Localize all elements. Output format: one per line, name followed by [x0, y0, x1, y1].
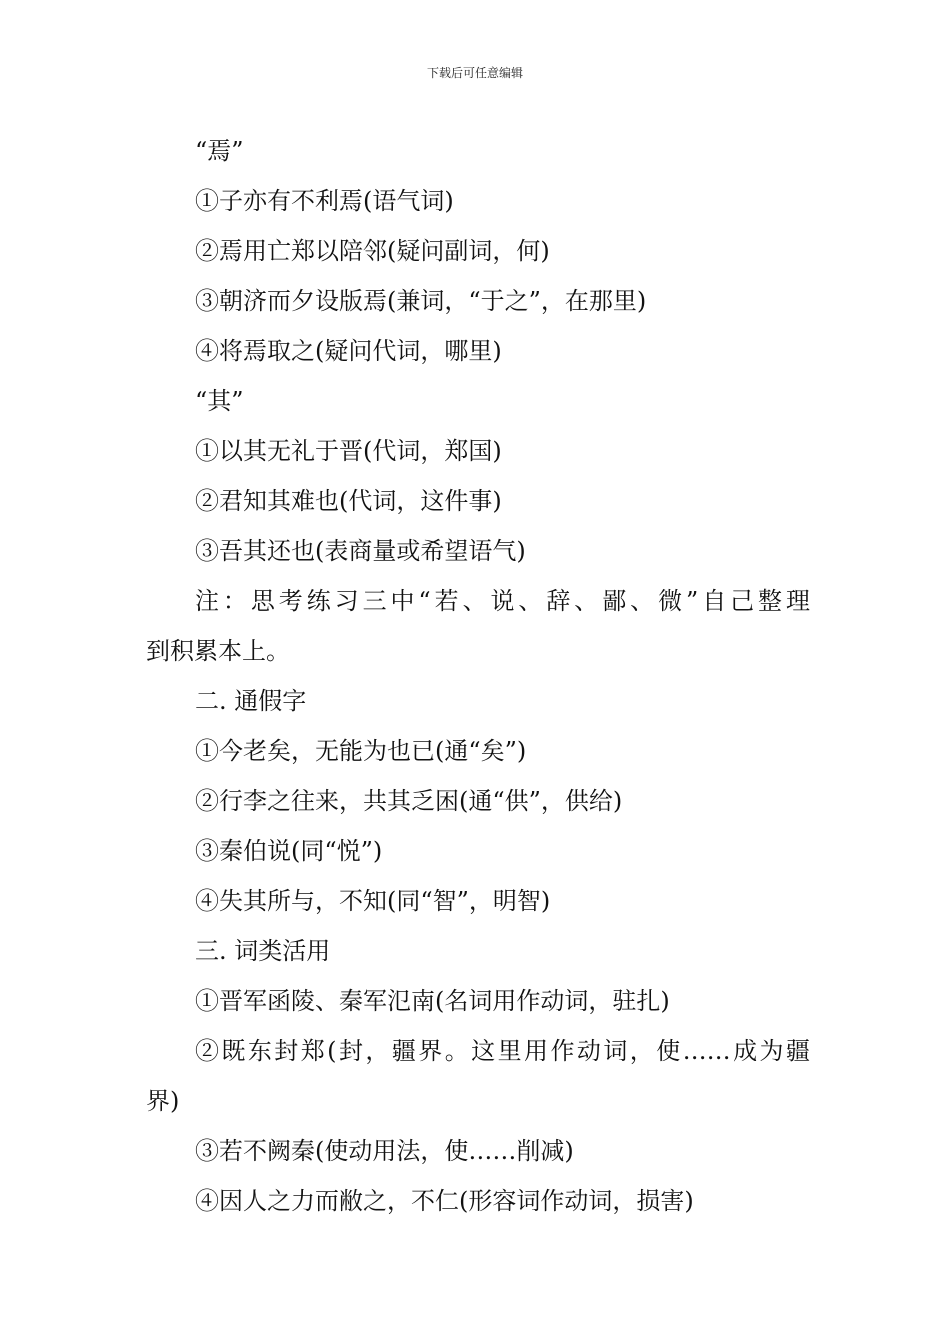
text-line: ①晋军函陵、秦军氾南(名词用作动词，驻扎): [195, 987, 670, 1015]
text-line: ③朝济而夕设版焉(兼词，“于之”，在那里): [195, 287, 647, 315]
text-line: ②焉用亡郑以陪邻(疑问副词，何): [195, 237, 550, 265]
section-heading: 二. 通假字: [195, 687, 307, 715]
page-header: 下载后可任意编辑: [426, 66, 523, 80]
text-line: ③若不阙秦(使动用法，使……削减): [195, 1137, 574, 1165]
text-line: “焉”: [195, 137, 244, 165]
text-line: ②行李之往来，共其乏困(通“供”，供给): [195, 787, 623, 815]
text-line: ②君知其难也(代词，这件事): [195, 487, 502, 515]
text-line: ④将焉取之(疑问代词，哪里): [195, 337, 502, 365]
text-line: ④失其所与，不知(同“智”，明智): [195, 887, 551, 915]
document-body: [146, 126, 810, 1226]
text-line: ③吾其还也(表商量或希望语气): [195, 537, 526, 565]
text-line: 界): [146, 1087, 180, 1115]
text-line: ①子亦有不利焉(语气词): [195, 187, 454, 215]
text-line: 到积累本上。: [146, 637, 290, 665]
text-line: ①以其无礼于晋(代词，郑国): [195, 437, 502, 465]
text-line: ①今老矣，无能为也已(通“矣”): [195, 737, 527, 765]
section-heading: 三. 词类活用: [195, 937, 331, 965]
text-line: ④因人之力而敝之，不仁(形容词作动词，损害): [195, 1187, 694, 1215]
text-line: ②既东封郑(封，疆界。这里用作动词，使……成为疆: [195, 1037, 810, 1065]
text-line: ③秦伯说(同“悦”): [195, 837, 383, 865]
text-line: “其”: [195, 387, 244, 415]
text-line: 注：思考练习三中“若、说、辞、鄙、微”自己整理: [195, 587, 810, 615]
